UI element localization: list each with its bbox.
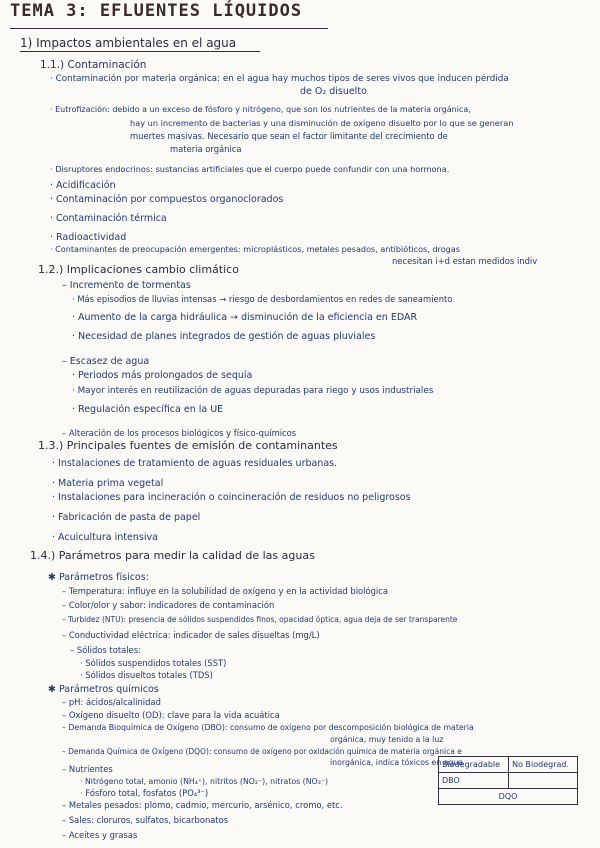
line-temperatura: – Temperatura: influye en la solubilidad de oxígeno y en la actividad biológica bbox=[62, 586, 388, 596]
line-radioactividad: · Radioactividad bbox=[50, 232, 127, 243]
line-sequia: · Periodos más prolongados de sequía bbox=[72, 370, 253, 381]
line-materia-prima: · Materia prima vegetal bbox=[52, 478, 164, 489]
line-organoclorados: · Contaminación por compuestos organoclorados bbox=[50, 194, 284, 205]
line-dqo: – Demanda Química de Oxígeno (DQO): consumo de oxígeno por oxidación química de materia orgánica e bbox=[62, 747, 462, 756]
line-dbo-2: orgánica, muy tenido a la luz bbox=[330, 735, 444, 744]
line-dqo-2: inorgánica, indica tóxicos en agua bbox=[330, 758, 464, 767]
line-fosforo: · Fósforo total, fosfatos (PO₄³⁻) bbox=[80, 788, 209, 798]
section-1-underline bbox=[20, 51, 260, 52]
line-lluvias: · Más episodios de lluvias intensas → riesgo de desbordamientos en redes de saneamiento bbox=[72, 294, 453, 304]
dbo-dqo-table bbox=[438, 756, 578, 805]
line-sales: – Sales: cloruros, sulfatos, bicarbonatos bbox=[62, 815, 229, 825]
table-header-no-biodegradable: No Biodegrad. bbox=[509, 757, 578, 773]
line-acidificacion: · Acidificación bbox=[50, 180, 116, 191]
subsection-1-1: 1.1.) Contaminación bbox=[40, 59, 147, 71]
line-incineracion: · Instalaciones para incineración o coincineración de residuos no peligrosos bbox=[52, 492, 411, 503]
line-regulacion: · Regulación específica en la UE bbox=[72, 404, 224, 415]
line-eutrofizacion-4: materia orgánica bbox=[170, 144, 242, 154]
line-od: – Oxígeno disuelto (OD): clave para la vida acuática bbox=[62, 710, 280, 720]
line-sst: · Sólidos suspendidos totales (SST) bbox=[80, 658, 227, 668]
line-quimicos: ✱ Parámetros químicos bbox=[48, 684, 159, 695]
line-eutrofizacion-1: · Eutrofización: debido a un exceso de fósforo y nitrógeno, que son los nutrientes de la materia orgánica, bbox=[50, 105, 471, 114]
line-carga: · Aumento de la carga hidráulica → disminución de la eficiencia en EDAR bbox=[72, 312, 418, 323]
line-emergentes: · Contaminantes de preocupación emergentes: microplásticos, metales pesados, antibióticos, drogas bbox=[50, 244, 460, 254]
line-alteracion: – Alteración de los procesos biológicos y físico-químicos bbox=[62, 428, 297, 438]
line-contaminacion-mo: · Contaminación por materia orgánica: en el agua hay muchos tipos de seres vivos que inducen pérdida bbox=[50, 74, 509, 84]
line-reutilizacion: · Mayor interés en reutilización de aguas depuradas para riego y usos industriales bbox=[72, 386, 434, 396]
subsection-1-3: 1.3.) Principales fuentes de emisión de contaminantes bbox=[38, 439, 338, 452]
subsection-1-4: 1.4.) Parámetros para medir la calidad de las aguas bbox=[30, 549, 315, 562]
line-nitrogeno: · Nitrógeno total, amonio (NH₄⁺), nitritos (NO₂⁻), nitratos (NO₃⁻) bbox=[80, 777, 328, 786]
table-header-biodegradable: Biodegradable bbox=[439, 757, 509, 773]
line-ph: – pH: ácidos/alcalinidad bbox=[62, 697, 161, 707]
section-1-heading: 1) Impactos ambientales en el agua bbox=[20, 36, 237, 50]
line-eutrofizacion-3: muertes masivas. Necesario que sean el factor limitante del crecimiento de bbox=[130, 131, 448, 141]
line-dbo: – Demanda Bioquímica de Oxígeno (DBO): consumo de oxígeno por descomposición biológica de materia bbox=[62, 723, 474, 732]
line-papel: · Fabricación de pasta de papel bbox=[52, 512, 201, 523]
line-eutrofizacion-2: hay un incremento de bacterias y una disminución de oxígeno disuelto por lo que se generan bbox=[130, 118, 514, 128]
line-turbidez: – Turbidez (NTU): presencia de sólidos suspendidos finos, opacidad óptica, agua deja de ser transparente bbox=[62, 615, 458, 624]
line-pluviales: · Necesidad de planes integrados de gestión de aguas pluviales bbox=[72, 331, 376, 342]
page-title: TEMA 3: EFLUENTES LÍQUIDOS bbox=[10, 1, 303, 21]
line-conductividad: – Conductividad eléctrica: indicador de sales disueltas (mg/L) bbox=[62, 630, 320, 640]
line-tds: · Sólidos disueltos totales (TDS) bbox=[80, 670, 213, 680]
line-emergentes-2: necesitan i+d estan medidos indiv bbox=[392, 256, 538, 266]
table-cell-empty bbox=[509, 773, 578, 789]
line-escasez: – Escasez de agua bbox=[62, 356, 150, 367]
line-termica: · Contaminación térmica bbox=[50, 213, 167, 224]
line-tormentas: – Incremento de tormentas bbox=[62, 280, 191, 291]
table-cell-dqo: DQO bbox=[439, 789, 578, 805]
line-fisicos: ✱ Parámetros físicos: bbox=[48, 572, 149, 583]
line-tratamiento: · Instalaciones de tratamiento de aguas residuales urbanas. bbox=[52, 458, 338, 469]
subsection-1-2: 1.2.) Implicaciones cambio climático bbox=[38, 263, 239, 276]
line-nutrientes: – Nutrientes bbox=[62, 764, 113, 774]
line-color: – Color/olor y sabor: indicadores de contaminación bbox=[62, 600, 275, 610]
title-underline bbox=[10, 28, 328, 29]
line-solidos: – Sólidos totales: bbox=[70, 645, 141, 655]
line-acuicultura: · Acuicultura intensiva bbox=[52, 532, 158, 543]
line-o2: de O₂ disuelto bbox=[300, 86, 367, 97]
line-metales: – Metales pesados: plomo, cadmio, mercurio, arsénico, cromo, etc. bbox=[62, 800, 343, 810]
line-disruptores: · Disruptores endocrinos: sustancias artificiales que el cuerpo puede confundir con una hormona. bbox=[50, 164, 450, 174]
table-cell-dbo: DBO bbox=[439, 773, 509, 789]
line-aceites: – Aceites y grasas bbox=[62, 830, 138, 840]
